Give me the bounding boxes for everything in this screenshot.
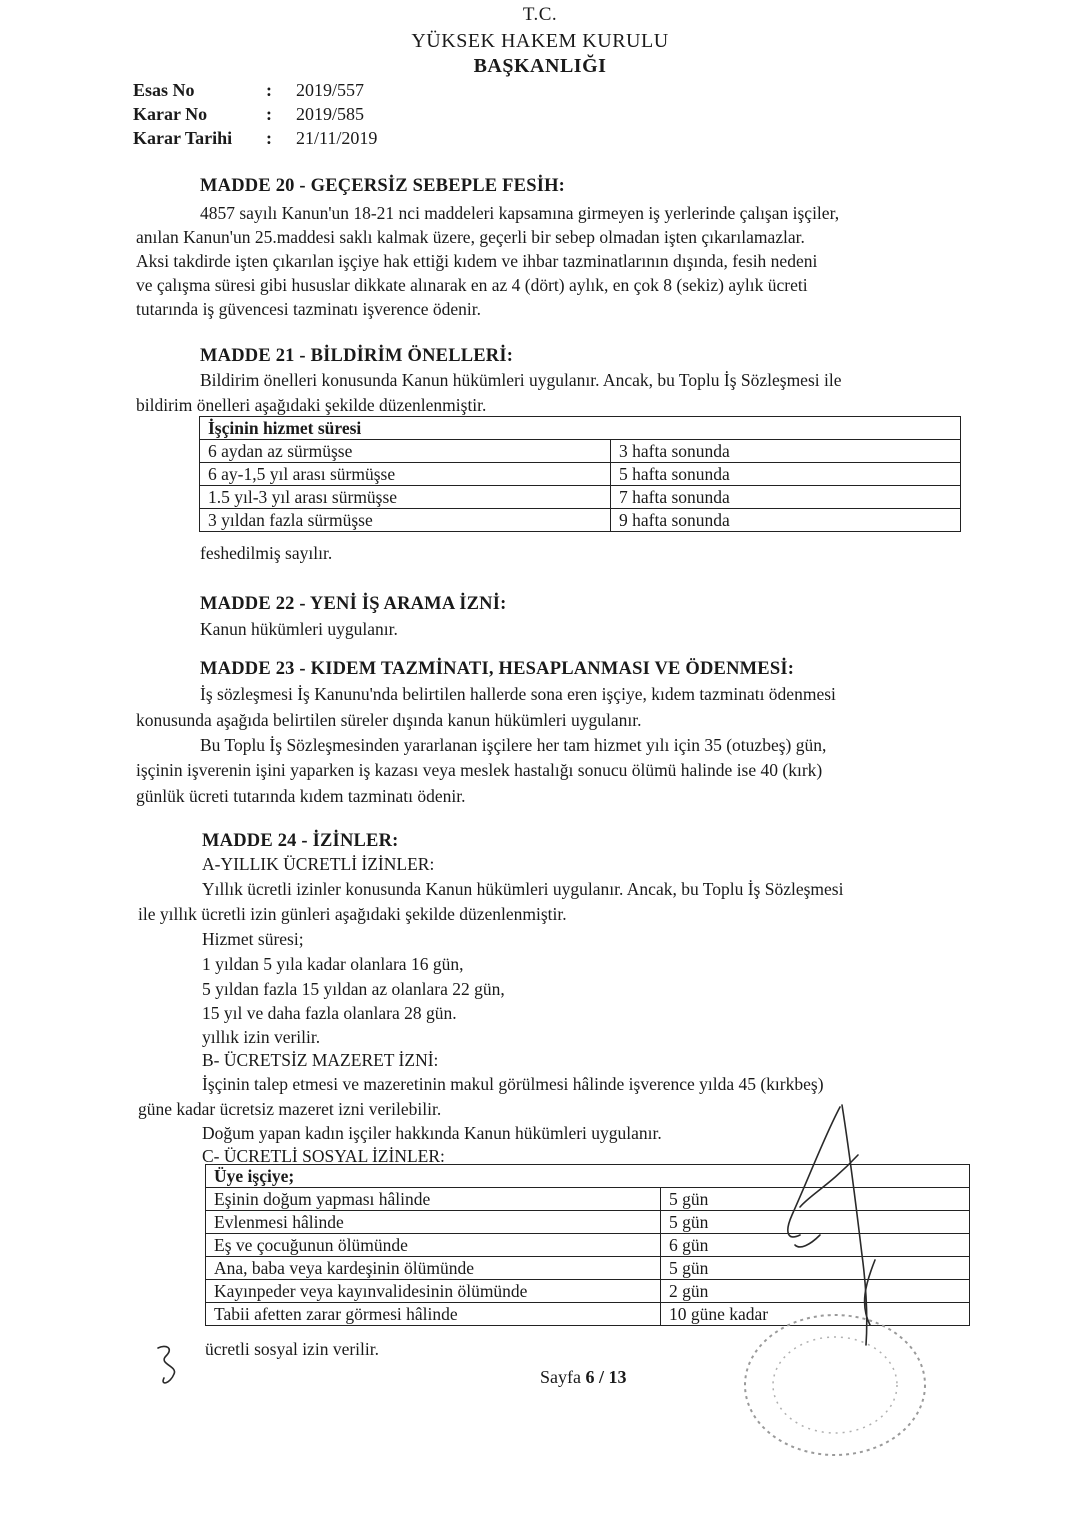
page-separator: /	[594, 1367, 609, 1387]
table-cell: 6 gün	[661, 1234, 970, 1257]
section-a-line: Yıllık ücretli izinler konusunda Kanun hükümleri uygulanır. Ancak, bu Toplu İş Sözleşmesi	[202, 879, 844, 899]
table-cell: 2 gün	[661, 1280, 970, 1303]
meta-key: Karar No	[133, 104, 208, 124]
meta-karar-no	[133, 104, 364, 125]
article-23-line: işçinin işverenin işini yaparken iş kazası veya meslek hastalığı sonucu ölümü halinde ise 40 (kırk)	[136, 760, 823, 780]
meta-colon: :	[266, 128, 272, 148]
meta-colon: :	[266, 104, 272, 124]
section-c-title: C- ÜCRETLİ SOSYAL İZİNLER:	[202, 1146, 445, 1166]
seal-stamp	[735, 1305, 935, 1465]
article-21-after: feshedilmiş sayılır.	[200, 543, 333, 563]
article-22-heading: MADDE 22 - YENİ İŞ ARAMA İZNİ:	[200, 594, 507, 614]
section-a-title: A-YILLIK ÜCRETLİ İZİNLER:	[202, 854, 435, 874]
table-cell: 9 hafta sonunda	[611, 509, 961, 532]
meta-key: Karar Tarihi	[133, 128, 233, 148]
table-header-row	[200, 417, 961, 440]
section-b-title: B- ÜCRETSİZ MAZERET İZNİ:	[202, 1050, 439, 1070]
table-cell: Evlenmesi hâlinde	[206, 1211, 661, 1234]
section-a-line: ile yıllık ücretli izin günleri aşağıdaki şekilde düzenlenmiştir.	[138, 904, 567, 924]
article-21-line: Bildirim önelleri konusunda Kanun hükümleri uygulanır. Ancak, bu Toplu İş Sözleşmesi ile	[200, 370, 842, 390]
table-cell: 3 yıldan fazla sürmüşse	[200, 509, 611, 532]
table-row	[200, 486, 961, 509]
table-cell: 5 gün	[661, 1257, 970, 1280]
article-23-line: İş sözleşmesi İş Kanunu'nda belirtilen hallerde sona eren işçiye, kıdem tazminatı ödenmesi	[200, 684, 836, 704]
page-prefix: Sayfa	[540, 1367, 586, 1387]
article-20-line: Aksi takdirde işten çıkarılan işçiye hak ettiği kıdem ve ihbar tazminatlarının dışında, fesih nedeni	[136, 251, 818, 271]
table-cell: Eş ve çocuğunun ölümünde	[206, 1234, 661, 1257]
header-tc: T.C.	[522, 4, 558, 25]
section-a-line: 5 yıldan fazla 15 yıldan az olanlara 22 gün,	[202, 979, 505, 999]
header-institution: YÜKSEK HAKEM KURULU	[411, 30, 669, 52]
article-20-line: anılan Kanun'un 25.maddesi saklı kalmak üzere, geçerli bir sebep olmadan işten çıkarılamazlar.	[136, 227, 805, 247]
article-23-line: konusunda aşağıda belirtilen süreler dışında kanun hükümleri uygulanır.	[136, 710, 642, 730]
page-current: 6	[585, 1367, 595, 1387]
table-cell: 5 gün	[661, 1188, 970, 1211]
article-20-line: ve çalışma süresi gibi hususlar dikkate alınarak en az 4 (dört) aylık, en çok 8 (sekiz) aylık ücreti	[136, 275, 808, 295]
table-cell: 6 aydan az sürmüşse	[200, 440, 611, 463]
article-20-line: tutarında iş güvencesi tazminatı işverence ödenir.	[136, 299, 482, 319]
article-23-heading: MADDE 23 - KIDEM TAZMİNATI, HESAPLANMASI VE ÖDENMESİ:	[200, 659, 795, 679]
table-cell: Eşinin doğum yapması hâlinde	[206, 1188, 661, 1211]
article-21-heading: MADDE 21 - BİLDİRİM ÖNELLERİ:	[200, 346, 514, 366]
table-header-cell: İşçinin hizmet süresi	[200, 417, 961, 440]
table-cell: Tabii afetten zarar görmesi hâlinde	[206, 1303, 661, 1326]
article-21-line: bildirim önelleri aşağıdaki şekilde düzenlenmiştir.	[136, 395, 487, 415]
section-a-line: 1 yıldan 5 yıla kadar olanlara 16 gün,	[202, 954, 464, 974]
table-cell: Kayınpeder veya kayınvalidesinin ölümünde	[206, 1280, 661, 1303]
notice-period-table	[199, 416, 961, 532]
meta-esas-no	[133, 80, 364, 101]
article-23-line: günlük ücreti tutarında kıdem tazminatı ödenir.	[136, 786, 466, 806]
table-row	[200, 463, 961, 486]
table-row	[200, 509, 961, 532]
table-cell: 10 güne kadar	[661, 1303, 970, 1326]
article-23-line: Bu Toplu İş Sözleşmesinden yararlanan işçilere her tam hizmet yılı için 35 (otuzbeş) gün,	[200, 735, 827, 755]
table-cell: 6 ay-1,5 yıl arası sürmüşse	[200, 463, 611, 486]
table-cell: 5 hafta sonunda	[611, 463, 961, 486]
article-24-heading: MADDE 24 - İZİNLER:	[202, 831, 399, 851]
table-cell: 3 hafta sonunda	[611, 440, 961, 463]
meta-value: 2019/585	[296, 104, 365, 124]
meta-value: 2019/557	[296, 80, 365, 100]
article-20-heading: MADDE 20 - GEÇERSİZ SEBEPLE FESİH:	[200, 176, 566, 196]
section-a-line: 15 yıl ve daha fazla olanlara 28 gün.	[202, 1003, 457, 1023]
table-cell: 1.5 yıl-3 yıl arası sürmüşse	[200, 486, 611, 509]
article-22-line: Kanun hükümleri uygulanır.	[200, 619, 398, 639]
page-indicator	[540, 1367, 627, 1388]
page-total: 13	[608, 1367, 627, 1387]
section-a-line: yıllık izin verilir.	[202, 1027, 321, 1047]
section-b-line: Doğum yapan kadın işçiler hakkında Kanun hükümleri uygulanır.	[202, 1123, 662, 1143]
table-cell: Ana, baba veya kardeşinin ölümünde	[206, 1257, 661, 1280]
meta-key: Esas No	[133, 80, 195, 100]
table-cell: 7 hafta sonunda	[611, 486, 961, 509]
meta-colon: :	[266, 80, 272, 100]
table-cell: 5 gün	[661, 1211, 970, 1234]
section-b-line: İşçinin talep etmesi ve mazeretinin makul görülmesi hâlinde işverence yılda 45 (kırkbeş)	[202, 1074, 824, 1094]
meta-value: 21/11/2019	[296, 128, 378, 148]
table-header-cell: Üye işçiye;	[206, 1165, 970, 1188]
table-row	[200, 440, 961, 463]
article-20-line: 4857 sayılı Kanun'un 18-21 nci maddeleri kapsamına girmeyen iş yerlerinde çalışan işçiler,	[200, 203, 840, 223]
section-b-line: güne kadar ücretsiz mazeret izni verilebilir.	[138, 1099, 442, 1119]
section-c-after: ücretli sosyal izin verilir.	[205, 1339, 379, 1359]
meta-karar-tarihi	[133, 128, 377, 149]
section-a-line: Hizmet süresi;	[202, 929, 304, 949]
initial-mark	[148, 1342, 188, 1392]
header-presidency: BAŞKANLIĞI	[473, 55, 607, 77]
